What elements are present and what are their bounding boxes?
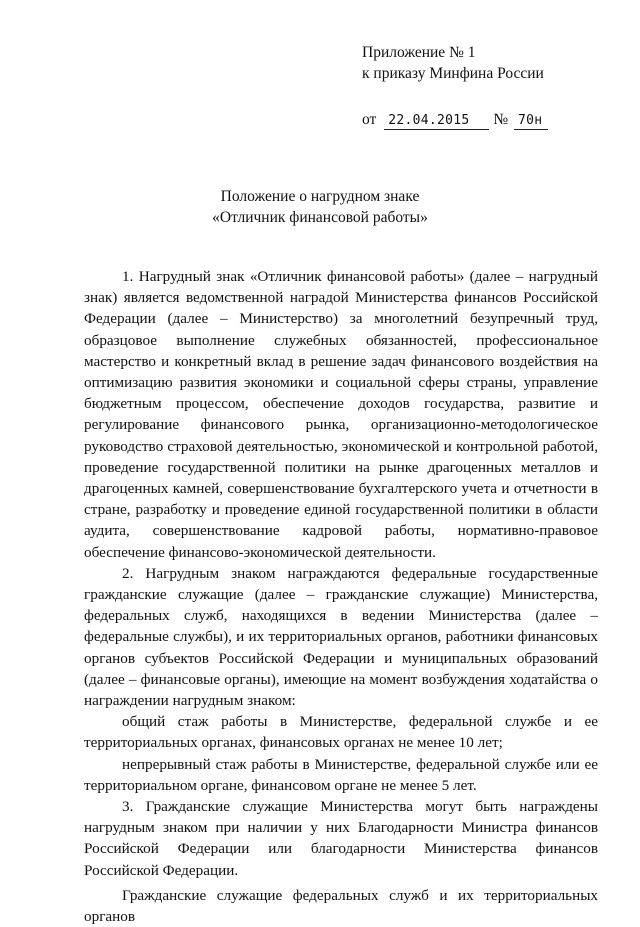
title-line-1: Положение о нагрудном знаке	[220, 188, 420, 205]
appendix-order-reference: к приказу Минфина России	[362, 65, 544, 82]
number-prefix: №	[493, 111, 509, 128]
appendix-number: Приложение № 1	[362, 44, 476, 61]
date-prefix: от	[362, 111, 377, 128]
paragraph-2: 2. Нагрудным знаком награждаются федеральные государственные гражданские служащие (далее – гражданские служащие) Министерства, федеральных служб, находящихся в ведении Министерства (далее – федеральные службы), и их территориальных органов, работники финансовых органов субъектов Российской Федерации и муниципальных образований (далее – финансовые органы), имеющие на момент возбуждения ходатайства о награждении нагрудным знаком:	[84, 564, 598, 710]
title-line-2: «Отличник финансовой работы»	[212, 209, 428, 226]
document-body	[84, 266, 598, 927]
order-date: 22.04.2015	[384, 113, 489, 130]
paragraph-1: 1. Нагрудный знак «Отличник финансовой работы» (далее – нагрудный знак) является ведомственной наградой Министерства финансов Российской Федерации (далее – Министерство) за многолетний безупречный труд, образцовое выполнение служебных обязанностей, профессиональное мастерство и конкретный вклад в решение задач финансового воздействия на оптимизацию развития экономики и социальной сферы страны, управление бюджетным процессом, обеспечение доходов государства, развитие и регулирование финансового рынка, организационно-методологическое руководство страховой деятельностью, экономической и контрольной работой, проведение государственной политики на рынке драгоценных металлов и драгоценных камней, совершенствование бухгалтерского учета и отчетности в стране, разработку и проведение единой государственной политики в области аудита, совершенствование кадровой работы, нормативно-правовое обеспечение финансово-экономической деятельности.	[84, 268, 598, 561]
paragraph-3: 3. Гражданские служащие Министерства могут быть награждены нагрудным знаком при наличии у них Благодарности Министра финансов Российской Федерации или благодарности Министерства финансов Российской Федерации.	[84, 798, 598, 879]
order-date-number-line	[362, 109, 548, 130]
paragraph-2-item-1: общий стаж работы в Министерстве, федеральной службе и ее территориальных органах, финансовых органах не менее 10 лет;	[84, 713, 598, 752]
paragraph-2-item-2: непрерывный стаж работы в Министерстве, федеральной службе или ее территориальном органе, финансовом органе не менее 5 лет.	[84, 755, 598, 794]
order-number: 70н	[514, 113, 548, 130]
appendix-header	[362, 42, 548, 130]
paragraph-3-continuation: Гражданские служащие федеральных служб и их территориальных органов	[84, 886, 598, 926]
document-title	[0, 186, 640, 228]
